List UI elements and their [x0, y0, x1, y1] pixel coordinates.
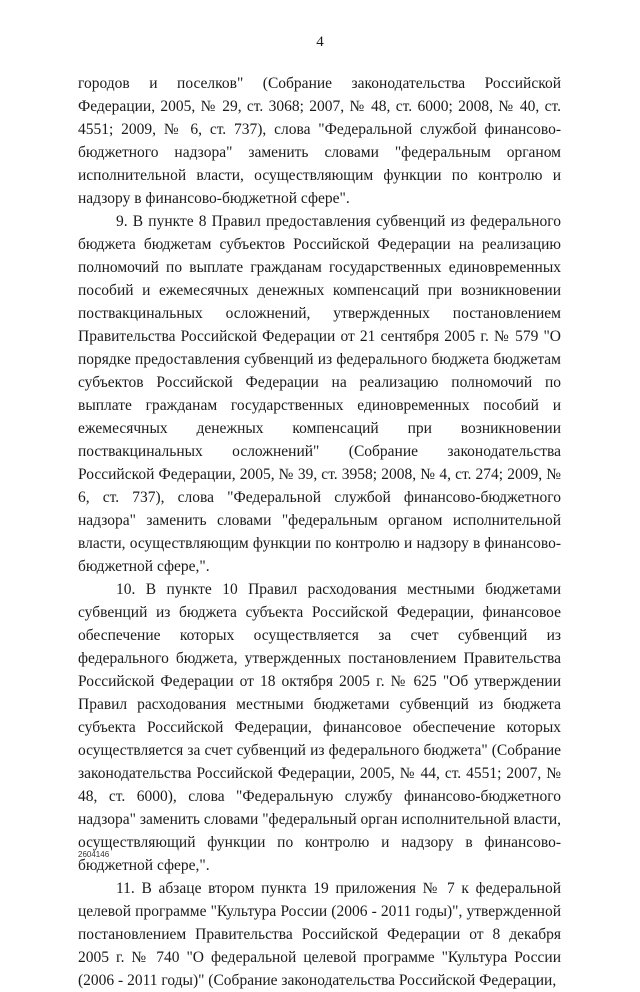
page-number: 4	[316, 34, 324, 50]
document-body	[78, 72, 561, 992]
paragraph-item-9: 9. В пункте 8 Правил предоставления субвенций из федерального бюджета бюджетам субъектов Российской Федерации на реализацию полномочий по выплате гражданам государственных единовременных пособий и ежемесячных денежных компенсаций при возникновении поствакцинальных осложнений, утвержденных постановлением Правительства Российской Федерации от 21 сентября 2005 г. № 579 "О порядке предоставления субвенций из федерального бюджета бюджетам субъектов Российской Федерации на реализацию полномочий по выплате гражданам государственных единовременных пособий и ежемесячных денежных компенсаций при возникновении поствакцинальных осложнений" (Собрание законодательства Российской Федерации, 2005, № 39, ст. 3958; 2008, № 4, ст. 274; 2009, № 6, ст. 737), слова "Федеральной службой финансово-бюджетного надзора" заменить словами "федеральным органом исполнительной власти, осуществляющим функции по контролю и надзору в финансово-бюджетной сфере,".	[78, 213, 561, 575]
document-code: 2604146	[78, 850, 110, 859]
paragraph-item-11: 11. В абзаце втором пункта 19 приложения № 7 к федеральной целевой программе "Культура России (2006 - 2011 годы)", утвержденной постановлением Правительства Российской Федерации от 8 декабря 2005 г. № 740 "О федеральной целевой программе "Культура России (2006 - 2011 годы)" (Собрание законодательства Российской Федерации,	[78, 880, 561, 989]
paragraph-item-10: 10. В пункте 10 Правил расходования местными бюджетами субвенций из бюджета субъекта Российской Федерации, финансовое обеспечение которых осуществляется за счет субвенций из федерального бюджета, утвержденных постановлением Правительства Российской Федерации от 18 октября 2005 г. № 625 "Об утверждении Правил расходования местными бюджетами субвенций из бюджета субъекта Российской Федерации, финансовое обеспечение которых осуществляется за счет субвенций из федерального бюджета" (Собрание законодательства Российской Федерации, 2005, № 44, ст. 4551; 2007, № 48, ст. 6000), слова "Федеральную службу финансово-бюджетного надзора" заменить словами "федеральный орган исполнительной власти, осуществляющий функции по контролю и надзору в финансово-бюджетной сфере,".	[78, 581, 561, 874]
paragraph-continuation: городов и поселков" (Собрание законодательства Российской Федерации, 2005, № 29, ст. 3068; 2007, № 48, ст. 6000; 2008, № 40, ст. 4551; 2009, № 6, ст. 737), слова "Федеральной службой финансово-бюджетного надзора" заменить словами "федеральным органом исполнительной власти, осуществляющим функции по контролю и надзору в финансово-бюджетной сфере".	[78, 75, 561, 207]
